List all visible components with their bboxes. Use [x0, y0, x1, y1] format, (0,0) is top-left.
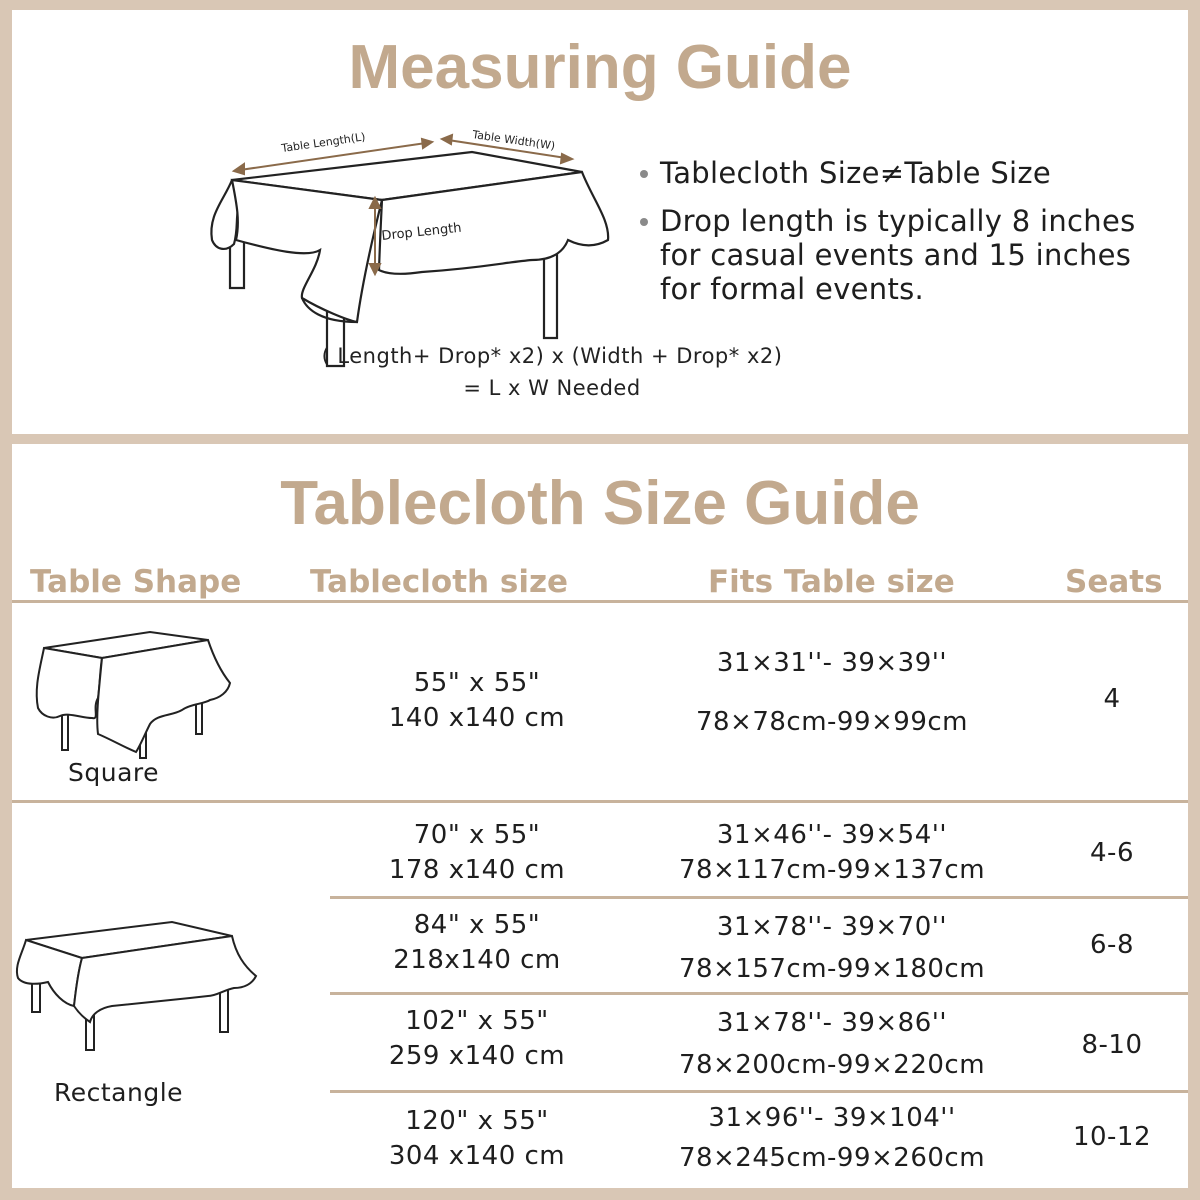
row-rule: [12, 800, 1188, 803]
formula-line-1: ( Length+ Drop* x2) x (Width + Drop* x2): [321, 344, 783, 368]
rect-row-1-fits-size: 31×46''- 39×54'' 78×117cm-99×137cm: [678, 820, 986, 885]
measuring-notes: [638, 156, 1178, 320]
rect-row-4-seats: 10-12: [1072, 1122, 1152, 1152]
header-tablecloth-size: Tablecloth size: [310, 564, 569, 600]
square-label: Square: [68, 758, 160, 787]
bullet-dot-icon: [640, 218, 648, 226]
rect-row-1-cloth-size: 70" x 55" 178 x140 cm: [388, 820, 566, 885]
table-width-label: Table Width(W): [471, 128, 556, 153]
row-rule: [330, 896, 1188, 899]
header-fits-table-size: Fits Table size: [708, 564, 955, 600]
page-frame: [12, 10, 1188, 1188]
row-rule: [330, 992, 1188, 995]
measuring-guide-title: Measuring Guide: [348, 33, 852, 102]
rect-row-3-cloth-size: 102" x 55" 259 x140 cm: [388, 1006, 566, 1071]
formula-line-2: = L x W Needed: [463, 376, 641, 400]
rectangle-table-icon: [12, 914, 262, 1064]
header-table-shape: Table Shape: [30, 564, 242, 600]
rect-row-3-seats: 8-10: [1081, 1030, 1143, 1060]
rect-row-3-fits-size: 31×78''- 39×86'' 78×200cm-99×220cm: [678, 1008, 986, 1080]
section-divider: [12, 434, 1188, 444]
header-rule: [12, 600, 1188, 603]
rect-row-2-fits-size: 31×78''- 39×70'' 78×157cm-99×180cm: [678, 912, 986, 984]
rect-row-4-cloth-size: 120" x 55" 304 x140 cm: [388, 1106, 566, 1171]
square-seats: 4: [1103, 684, 1121, 714]
size-guide-title: Tablecloth Size Guide: [280, 469, 920, 538]
table-length-label: Table Length(L): [280, 130, 367, 155]
square-table-icon: [32, 628, 232, 763]
note-item: Drop length is typically 8 inches for casual events and 15 inches for formal events.: [638, 204, 1178, 306]
square-fits-size: 31×31''- 39×39'' 78×78cm-99×99cm: [695, 648, 969, 737]
square-cloth-size: 55" x 55" 140 x140 cm: [388, 668, 566, 733]
note-item: Tablecloth Size≠Table Size: [638, 156, 1178, 190]
rect-row-2-seats: 6-8: [1090, 930, 1134, 960]
rect-row-4-fits-size: 31×96''- 39×104'' 78×245cm-99×260cm: [678, 1103, 986, 1173]
rectangle-label: Rectangle: [54, 1078, 184, 1107]
header-seats: Seats: [1065, 564, 1163, 600]
row-rule: [330, 1090, 1188, 1093]
table-measure-illustration: [182, 110, 622, 370]
drop-length-label: Drop Length: [380, 220, 463, 244]
rect-row-1-seats: 4-6: [1090, 838, 1134, 868]
rect-row-2-cloth-size: 84" x 55" 218x140 cm: [393, 910, 561, 975]
bullet-dot-icon: [640, 170, 648, 178]
